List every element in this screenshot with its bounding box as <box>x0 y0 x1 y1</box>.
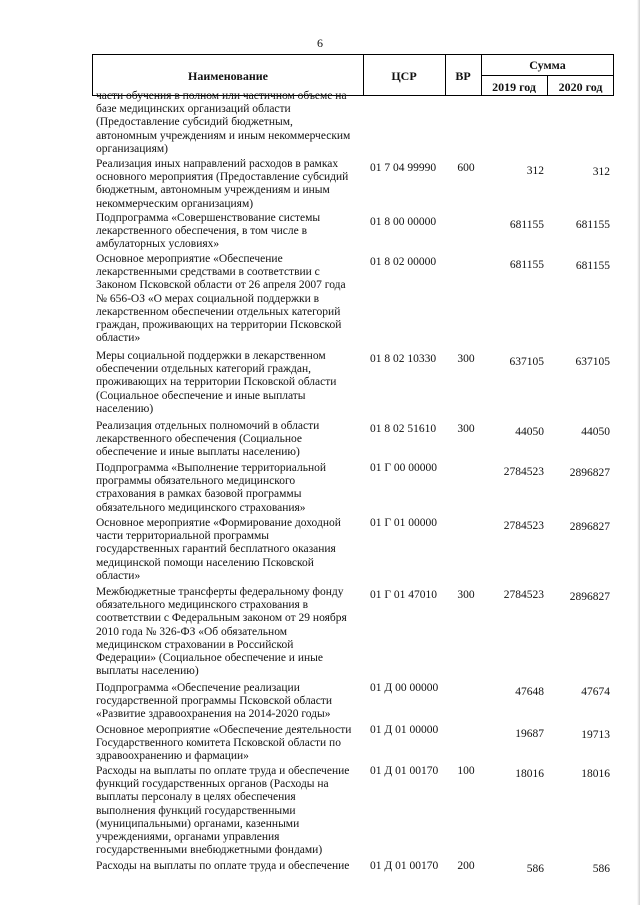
row-csr: 01 Д 01 00170 <box>370 765 439 777</box>
row-sum-2020: 18016 <box>581 768 610 780</box>
row-sum-2019: 2784523 <box>503 466 544 478</box>
row-csr: 01 Г 00 00000 <box>370 462 438 474</box>
row-sum-2019: 44050 <box>515 426 544 438</box>
row-sum-2020: 312 <box>592 166 610 178</box>
row-name: Реализация отдельных полномочий в области лекарственного обеспечения (Социальное обеспечение и иные выплаты населению) <box>96 420 320 459</box>
row-csr: 01 8 02 00000 <box>370 256 437 268</box>
row-name: Основное мероприятие «Обеспечение деятельности Государственного комитета Псковской области по здравоохранению и фармации» <box>96 724 352 763</box>
row-name: Расходы на выплаты по оплате труда и обеспечение функций государственных органов (Расходы на выплаты персоналу в целях обеспечения выполнения функций государственными (муниципальными) органами, казенными учреждениями, органами управления государственными внебюджетными фондами) <box>96 765 350 857</box>
row-name: Меры социальной поддержки в лекарственном обеспечении отдельных категорий граждан, проживающих на территории Псковской области (Социальное обеспечение и иные выплаты населению) <box>96 350 337 415</box>
header-csr: ЦСР <box>391 69 417 83</box>
row-vr: 600 <box>457 162 475 174</box>
row-sum-2020: 637105 <box>575 356 610 368</box>
row-vr: 100 <box>457 765 475 777</box>
row-csr: 01 8 02 51610 <box>370 423 437 435</box>
row-vr: 200 <box>457 860 475 872</box>
row-csr: 01 Д 00 00000 <box>370 682 439 694</box>
row-name: Основное мероприятие «Обеспечение лекарственными средствами в соответствии с Законом Псковской области от 26 апреля 2007 года № 656-ОЗ «О мерах социальной поддержки в лекарственном обеспечении отдельных категорий граждан, проживающих на территории Псковской области» <box>96 253 346 345</box>
row-vr: 300 <box>457 353 475 365</box>
row-name: Подпрограмма «Совершенствование системы лекарственного обеспечения, в том числе в амбулаторных условиях» <box>96 212 321 251</box>
header-sum: Сумма <box>529 58 566 72</box>
row-sum-2019: 312 <box>526 165 544 177</box>
row-sum-2019: 47648 <box>515 686 544 698</box>
row-sum-2020: 2896827 <box>569 591 610 603</box>
row-sum-2020: 586 <box>592 863 610 875</box>
row-sum-2020: 19713 <box>581 729 610 741</box>
row-sum-2020: 681155 <box>575 260 610 272</box>
row-csr: 01 Д 01 00000 <box>370 724 439 736</box>
row-csr: 01 8 00 00000 <box>370 216 437 228</box>
row-name: Межбюджетные трансферты федеральному фонду обязательного медицинского страхования в соответствии с Федеральным законом от 29 ноября 2010 года № 326-ФЗ «Об обязательном медицинском страховании в Российской Федерации» (Социальное обеспечение и иные выплаты населению) <box>96 586 347 678</box>
row-sum-2019: 2784523 <box>503 589 544 601</box>
row-vr: 300 <box>457 423 475 435</box>
row-csr: 01 Г 01 00000 <box>370 517 438 529</box>
row-sum-2019: 586 <box>526 863 544 875</box>
row-sum-2020: 44050 <box>581 426 610 438</box>
row-name: части обучения в полном или частичном объеме на базе медицинских организаций области (Предоставление субсидий бюджетным, автономным учреждениям и иным некоммерческим организациям) <box>96 90 351 155</box>
row-name: Подпрограмма «Выполнение территориальной программы обязательного медицинского страхования в рамках базовой программы обязательного медицинского страхования» <box>96 462 326 514</box>
row-name: Подпрограмма «Обеспечение реализации государственной программы Псковской области «Развитие здравоохранения на 2014-2020 годы» <box>96 682 333 721</box>
row-name: Основное мероприятие «Формирование доходной части территориальной программы государственных гарантий бесплатного оказания медицинской помощи населению Псковской области» <box>96 517 341 582</box>
row-vr: 300 <box>457 589 475 601</box>
row-sum-2020: 2896827 <box>569 467 610 479</box>
header-vr: ВР <box>455 69 471 83</box>
row-csr: 01 Д 01 00170 <box>370 860 439 872</box>
row-sum-2019: 681155 <box>509 259 544 271</box>
row-name: Расходы на выплаты по оплате труда и обеспечение <box>96 860 350 872</box>
row-csr: 01 7 04 99990 <box>370 162 437 174</box>
row-sum-2019: 2784523 <box>503 520 544 532</box>
row-sum-2019: 18016 <box>515 768 544 780</box>
header-year-2020: 2020 год <box>558 80 603 94</box>
row-sum-2020: 2896827 <box>569 521 610 533</box>
row-csr: 01 8 02 10330 <box>370 353 437 365</box>
row-csr: 01 Г 01 47010 <box>370 589 438 601</box>
header-year-2019: 2019 год <box>492 80 536 94</box>
row-sum-2020: 681155 <box>575 219 610 231</box>
row-name: Реализация иных направлений расходов в рамках основного мероприятия (Предоставление субсидий бюджетным, автономным учреждениям и иным некоммерческим организациям) <box>96 158 349 210</box>
row-sum-2019: 19687 <box>515 728 544 740</box>
header-name: Наименование <box>188 69 268 83</box>
row-sum-2019: 637105 <box>509 356 544 368</box>
row-sum-2020: 47674 <box>581 686 610 698</box>
page-number: 6 <box>317 36 323 50</box>
row-sum-2019: 681155 <box>509 219 544 231</box>
